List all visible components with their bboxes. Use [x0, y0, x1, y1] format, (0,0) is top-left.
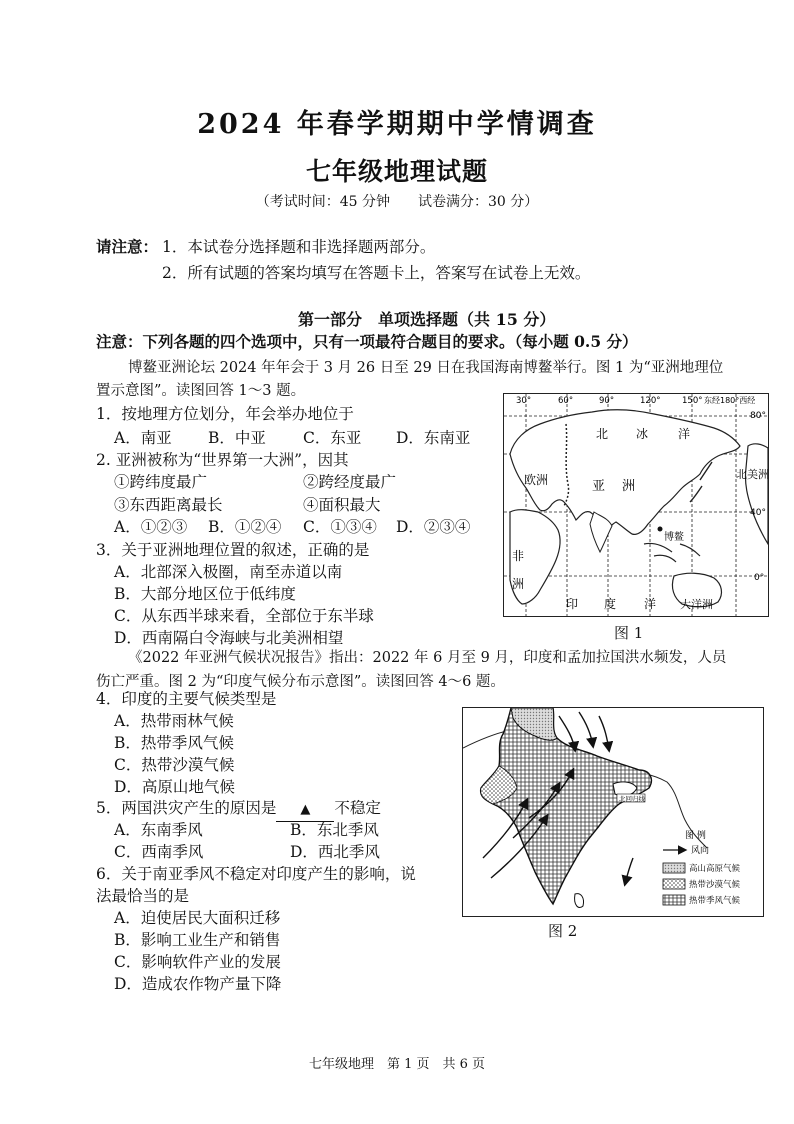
- label-fzhou: 洲: [512, 577, 525, 591]
- legend-monsoon: 热带季风气候: [689, 896, 741, 906]
- legend-title: 图 例: [685, 831, 706, 841]
- legend-plateau: 高山高原气候: [689, 864, 741, 874]
- map2-caption: 图 2: [548, 922, 578, 940]
- q5-stem-before: 5．两国洪灾产生的原因是: [96, 799, 277, 817]
- intro2-line-2: 伤亡严重。图 2 为“印度气候分布示意图”。读图回答 4～6 题。: [96, 674, 505, 690]
- exam-title: 2024 年春学期期中学情调查: [197, 109, 597, 140]
- q2-item-1: ①跨纬度最广: [114, 473, 208, 491]
- lon-label-30: 30°: [516, 396, 532, 406]
- q1-option-a: A．南亚: [114, 429, 172, 447]
- q3-option-a: A．北部深入极圈，南至赤道以南: [114, 563, 343, 581]
- north-america-landmass: [745, 444, 768, 544]
- q3-option-d: D．西南隔白令海峡与北美洲相望: [114, 629, 344, 647]
- lat-label-80: 80°: [750, 411, 766, 421]
- india-map-graphic: [463, 708, 763, 916]
- legend-desert: 热带沙漠气候: [689, 880, 741, 890]
- india-climate-map: [462, 707, 764, 917]
- q6-stem-line-1: 6．关于南亚季风不稳定对印度产生的影响，说: [96, 865, 416, 883]
- q1-option-b: B．中亚: [208, 429, 266, 447]
- exam-meta: （考试时间：45 分钟 试卷满分：30 分）: [255, 194, 539, 210]
- q4-stem: 4．印度的主要气候类型是: [96, 690, 277, 708]
- label-yang1: 洋: [678, 427, 691, 441]
- q2-item-4: ④面积最大: [303, 496, 381, 514]
- legend-wind: 风向: [691, 846, 710, 856]
- q1-option-d: D．东南亚: [396, 429, 471, 447]
- q2-option-b: B．①②④: [208, 518, 282, 536]
- intro2-line-1: 《2022 年亚洲气候状况报告》指出：2022 年 6 月至 9 月，印度和孟加拉国洪水频发，人员: [128, 650, 727, 666]
- asia-location-map: [503, 393, 769, 617]
- q3-option-c: C．从东西半球来看，全部位于东半球: [114, 607, 374, 625]
- lon-label-90: 90°: [599, 396, 615, 406]
- q2-option-a: A．①②③: [114, 518, 188, 536]
- q3-stem: 3．关于亚洲地理位置的叙述，正确的是: [96, 541, 370, 559]
- lat-label-0: 0°: [754, 573, 765, 583]
- q2-item-3: ③东西距离最长: [114, 496, 223, 514]
- lat-label-40: 40°: [750, 508, 766, 518]
- label-bei: 北: [596, 427, 609, 441]
- map1-caption: 图 1: [614, 624, 644, 642]
- tropic-label: 北回归线: [619, 795, 645, 803]
- intro1-line-1: 博鳌亚洲论坛 2024 年年会于 3 月 26 日至 29 日在我国海南博鳌举行。图 1 为“亚洲地理位: [128, 360, 724, 376]
- boao-marker: [658, 527, 663, 532]
- notice-line-1: 1．本试卷分选择题和非选择题两部分。: [162, 238, 436, 256]
- q2-item-2: ②跨经度最广: [303, 473, 397, 491]
- q2-option-c: C．①③④: [303, 518, 377, 536]
- map2-legend: [663, 829, 741, 906]
- label-europe: 欧洲: [524, 473, 549, 487]
- notice-label: 请注意：: [96, 237, 159, 256]
- q5-option-d: D．西北季风: [290, 843, 380, 861]
- label-yin: 印: [566, 597, 579, 611]
- q4-option-a: A．热带雨林气候: [114, 712, 234, 730]
- label-zhou: 洲: [622, 479, 636, 494]
- asia-map-graphic: [504, 394, 768, 616]
- q2-stem: 2. 亚洲被称为“世界第一大洲”，因其: [96, 451, 349, 469]
- q6-stem-line-2: 法最恰当的是: [96, 887, 190, 905]
- india-outline: [481, 708, 652, 904]
- lon-label-120: 120°: [640, 396, 661, 406]
- lon-label-180: 东经180°西经: [704, 396, 756, 405]
- q2-option-d: D．②③④: [396, 518, 471, 536]
- q4-option-d: D．高原山地气候: [114, 778, 235, 796]
- label-north-america: 北美洲: [736, 468, 768, 481]
- q1-stem: 1．按地理方位划分，年会举办地位于: [96, 405, 354, 423]
- label-oceania: 大洋洲: [680, 598, 713, 611]
- q1-option-c: C．东亚: [303, 429, 362, 447]
- intro1-line-2: 置示意图”。读图回答 1～3 题。: [96, 383, 306, 399]
- q4-option-b: B．热带季风气候: [114, 734, 234, 752]
- q6-option-a: A．迫使居民大面积迁移: [114, 909, 281, 927]
- page-footer: 七年级地理 第 1 页 共 6 页: [308, 1057, 486, 1072]
- q5-option-a: A．东南季风: [114, 821, 203, 839]
- q6-option-d: D．造成农作物产量下降: [114, 975, 282, 993]
- q3-option-b: B．大部分地区位于低纬度: [114, 585, 296, 603]
- label-yang2: 洋: [644, 597, 657, 611]
- part1-heading: 第一部分 单项选择题（共 15 分）: [298, 310, 556, 329]
- part1-note: 注意：下列各题的四个选项中，只有一项最符合题目的要求。（每小题 0.5 分）: [96, 332, 638, 351]
- q5-option-b: B．东北季风: [290, 821, 379, 839]
- label-du: 度: [604, 597, 617, 611]
- lon-label-60: 60°: [558, 396, 574, 406]
- q5-answer-blank: ▲: [276, 799, 334, 822]
- q4-option-c: C．热带沙漠气候: [114, 756, 235, 774]
- label-fei: 非: [512, 549, 525, 563]
- q6-option-b: B．影响工业生产和销售: [114, 931, 281, 949]
- lon-label-150: 150°: [682, 396, 703, 406]
- q5-stem-after: 不稳定: [334, 799, 381, 817]
- exam-subtitle: 七年级地理试题: [305, 157, 488, 186]
- notice-line-2: 2．所有试题的答案均填写在答题卡上，答案写在试卷上无效。: [162, 264, 591, 282]
- label-bing: 冰: [636, 427, 649, 441]
- q5-option-c: C．西南季风: [114, 843, 204, 861]
- q6-option-c: C．影响软件产业的发展: [114, 953, 281, 971]
- label-ya: 亚: [592, 479, 606, 494]
- label-boao: 博鳌: [664, 532, 684, 543]
